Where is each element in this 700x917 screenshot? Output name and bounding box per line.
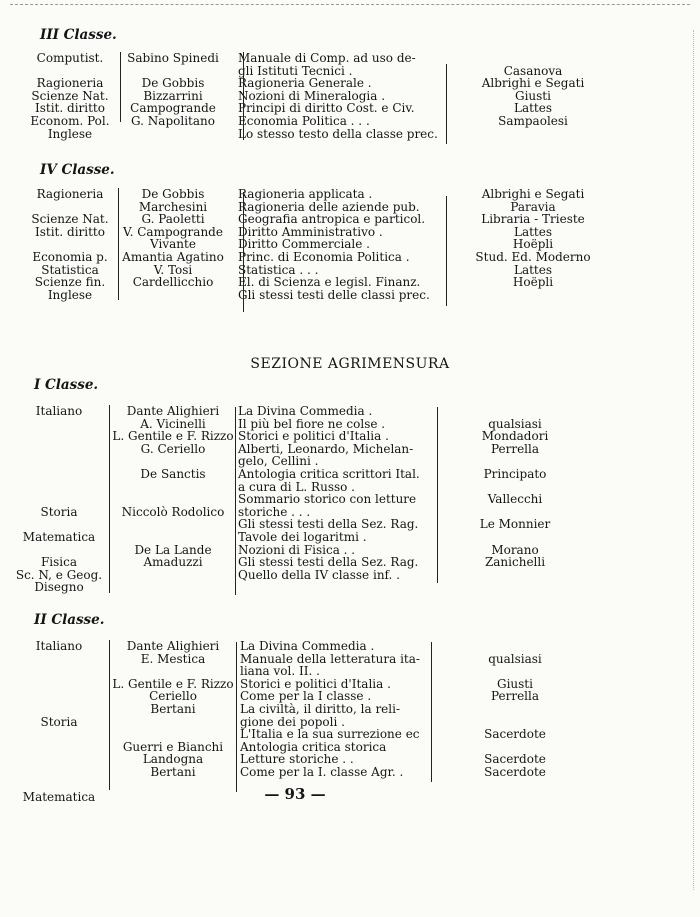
table-cell: Vallecchi [487,492,543,507]
class-heading-iv: IV Classe. [40,162,115,178]
table-cell [112,289,234,302]
table-cell: Lattes [513,224,553,239]
table-cell: Bertani [150,764,196,779]
table-cell: L. Gentile e F. Rizzo [112,429,234,444]
table-cell: Vivante [150,237,196,252]
top-rule [10,4,690,5]
table-cell: Istit. diritto [35,101,105,116]
table-cell: Alberti, Leonardo, Michelan- [238,441,414,456]
table-cell: Ragioneria delle aziende pub. [238,199,420,214]
table-cell: Antologia critica scrittori Ital. [238,466,420,481]
page-edge [693,30,694,890]
table-cell: Lattes [513,262,553,277]
table-cell: Principato [483,466,547,481]
table-cell: Matematica [22,529,96,544]
table-cell: Storia [40,714,78,729]
table-cell: Statistica . . . [238,262,319,277]
table-cell: Ragioneria applicata . [238,187,373,201]
table-cell: Lattes [513,101,553,116]
table-cell [448,289,618,302]
table-cell [10,665,108,678]
table-cell [238,581,448,594]
table-cell [112,531,234,544]
table-cell: Stud. Ed. Moderno [475,249,591,264]
table-cell: gli Istituti Tecnici . [238,63,353,78]
table-cell: Perrella [490,441,540,456]
table-cell: Dante Alighieri [126,639,220,653]
publisher-column [448,188,618,301]
subject-column [10,640,108,804]
column-rule [109,405,110,593]
table-cell: storiche . . . [238,504,311,519]
table-cell: Scienze Nat. [31,212,109,227]
table-cell [440,703,590,716]
subject-column [18,52,122,140]
table-cell: Cardellicchio [132,275,214,290]
section-title: SEZIONE AGRIMENSURA [250,356,450,372]
table-cell: Matematica [22,790,96,805]
table-cell [112,518,234,531]
table-cell: Ragioneria Generale . [238,76,372,91]
author-column [112,405,234,594]
table-cell [10,455,108,468]
table-cell [10,418,108,431]
table-cell [10,753,108,766]
class-heading-ii: II Classe. [34,612,105,628]
table-cell: Sommario storico con letture [238,492,417,507]
table-cell: Albrighi e Segati [481,187,585,201]
table-cell: Antologia critica storica [240,739,387,754]
table-cell: Libraria - Trieste [481,212,585,227]
table-cell: Giusti [515,88,551,103]
column-rule [235,407,236,595]
table-cell: Manuale di Comp. ad uso de- [238,51,416,65]
table-cell [440,665,590,678]
table-cell [10,741,108,754]
table-cell [10,493,108,506]
table-cell: A. Vicinelli [140,416,206,431]
table-cell: Bizzarrini [143,88,203,103]
table-cell: Il più bel fiore ne colse . [238,416,386,431]
table-cell: Morano [491,542,539,557]
table-cell [10,443,108,456]
table-cell: Manuale della letteratura ita- [240,651,420,666]
table-cell [440,640,590,653]
table-cell: G. Napolitano [131,113,215,128]
table-cell: Mondadori [481,429,549,444]
table-cell: Zanichelli [484,555,546,570]
table-cell [448,52,618,65]
table-cell [440,531,590,544]
table-cell: Tavole dei logaritmi . [238,529,367,544]
table-cell [10,468,108,481]
table-cell: G. Ceriello [140,441,206,456]
table-cell: Econom. Pol. [30,113,110,128]
table-cell: Principi di diritto Cost. e Civ. [238,101,415,116]
table-cell: De La Lande [134,542,212,557]
table-cell [112,493,234,506]
table-cell: Come per la I classe . [240,689,372,704]
column-rule [109,640,110,790]
table-cell: V. Tosi [153,262,193,277]
table-cell [448,128,618,141]
table-cell: Storici e politici d'Italia . [240,676,391,691]
table-cell [10,690,108,703]
table-cell: Italiano [35,404,83,418]
author-column [112,188,234,301]
table-cell: Letture storiche . . [240,752,354,767]
table-cell [10,728,108,741]
table-cell [112,581,234,594]
table-cell: Computist. [36,51,104,65]
table-cell: Gli stessi testi della Sez. Rag. [238,517,419,532]
table-cell: Disegno [34,580,84,595]
column-rule [446,64,447,144]
column-rule [431,642,432,782]
table-cell: gione dei popoli . [240,714,345,729]
table-cell: Economia Politica . . . [238,113,370,128]
table-cell [10,430,108,443]
table-cell: Sacerdote [484,727,546,742]
table-cell: Storici e politici d'Italia . [238,429,389,444]
table-cell: Paravia [510,199,556,214]
table-cell [112,481,234,494]
table-cell: Inglese [47,126,93,141]
table-cell: Italiano [35,639,83,653]
table-cell: Quello della IV classe inf. . [238,567,400,582]
table-cell: Storia [40,504,78,519]
column-rule [118,188,119,300]
table-cell: De Sanctis [140,466,206,481]
column-rule [243,52,244,140]
table-cell [112,716,234,729]
table-cell: Dante Alighieri [126,404,220,418]
table-cell [112,569,234,582]
table-cell: Hoëpli [512,237,554,252]
table-cell: Ceriello [149,689,197,704]
table-cell: Landogna [142,752,204,767]
publisher-column [440,640,590,804]
table-cell: Ragioneria [36,76,104,91]
table-cell [10,653,108,666]
page-number: — 93 — [264,785,326,803]
table-cell: Amaduzzi [143,555,203,570]
table-cell: Sabino Spinedi [127,51,219,65]
table-cell: Lo stesso testo della classe prec. [238,126,438,141]
table-cell: Giusti [497,676,533,691]
table-cell [112,128,234,141]
table-cell [10,766,108,779]
table-cell: Fisica [40,555,78,570]
table-cell: Diritto Commerciale . [238,237,370,252]
table-cell [440,581,590,594]
table-cell: Geografia antropica e particol. [238,212,426,227]
table-cell: qualsiasi [488,416,542,431]
table-cell: De Gobbis [141,187,205,201]
title-column [240,640,450,804]
table-cell: qualsiasi [488,651,542,666]
table-cell: gelo, Cellini . [238,454,319,469]
table-cell: Istit. diritto [35,224,105,239]
table-cell [10,703,108,716]
table-cell: Gli stessi testi delle classi prec. [238,287,430,302]
author-column [112,52,234,140]
table-cell: Bertani [150,701,196,716]
column-rule [243,192,244,312]
table-cell: a cura di L. Russo . [238,479,355,494]
column-rule [120,52,121,122]
title-column [238,52,448,140]
table-cell: Come per la I. classe Agr. . [240,764,404,779]
table-cell: Nozioni di Fisica . . [238,542,356,557]
table-cell: Campogrande [130,101,216,116]
table-cell: Hoëpli [512,275,554,290]
subject-column [10,405,108,594]
table-cell [440,405,590,418]
table-cell [440,569,590,582]
table-cell: Le Monnier [479,517,551,532]
table-cell: Statistica [41,262,99,277]
table-cell: Sacerdote [484,764,546,779]
table-cell: Albrighi e Segati [481,76,585,91]
column-rule [437,407,438,583]
table-cell: Economia p. [32,249,108,264]
table-cell: L'Italia e la sua surrezione ec [240,727,420,742]
title-column [238,405,448,594]
table-cell: Sacerdote [484,752,546,767]
column-rule [236,642,237,792]
table-cell: V. Campogrande [123,224,223,239]
table-cell: La Divina Commedia . [240,639,375,653]
table-cell [112,665,234,678]
table-cell: Niccolò Rodolico [121,504,225,519]
title-column [238,188,448,301]
class-heading-iii: III Classe. [40,27,117,43]
publisher-column [448,52,618,140]
table-cell: Diritto Amministrativo . [238,224,383,239]
table-cell: La civiltà, il diritto, la reli- [240,701,401,716]
table-cell [112,728,234,741]
table-cell: E. Mestica [140,651,206,666]
table-cell: Perrella [490,689,540,704]
table-cell: Marchesini [138,199,208,214]
table-cell: El. di Scienza e legisl. Finanz. [238,275,421,290]
table-cell [10,481,108,494]
table-cell: Sampaolesi [498,113,568,128]
table-cell: G. Paoletti [141,212,205,227]
table-cell: Gli stessi testi della Sez. Rag. [238,555,419,570]
table-cell: Sc. N, e Geog. [15,567,103,582]
class-heading-i: I Classe. [34,377,99,393]
column-rule [446,196,447,306]
author-column [112,640,234,804]
table-cell: L. Gentile e F. Rizzo [112,676,234,691]
table-cell: Scienze fin. [34,275,106,290]
table-cell [10,678,108,691]
table-cell: Amantia Agatino [122,249,224,264]
publisher-column [440,405,590,594]
table-cell: Guerri e Bianchi [122,739,224,754]
table-cell: Inglese [47,287,93,302]
table-cell: Princ. di Economia Politica . [238,249,410,264]
table-cell: La Divina Commedia . [238,404,373,418]
table-cell: Nozioni di Mineralogia . [238,88,386,103]
table-cell: liana vol. II. . [240,664,320,679]
table-cell: Scienze Nat. [31,88,109,103]
table-cell: Ragioneria [36,187,104,201]
table-cell: De Gobbis [141,76,205,91]
subject-column [18,188,122,301]
table-cell: Casanova [503,63,563,78]
